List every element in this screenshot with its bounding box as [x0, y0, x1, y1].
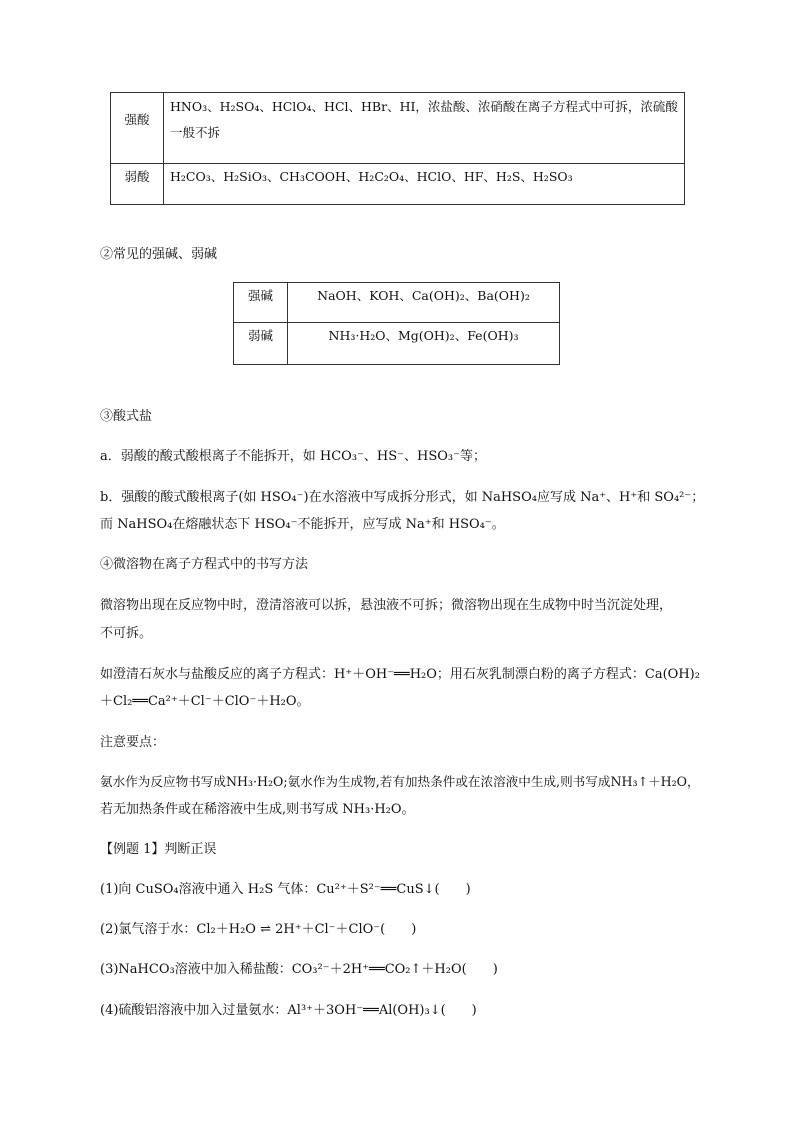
table-row — [234, 323, 560, 365]
section-title-acid-salts: ③酸式盐 — [100, 409, 153, 424]
table-row — [234, 283, 560, 323]
base-content-strong: NaOH、KOH、Ca(OH)₂、Ba(OH)₂ — [288, 283, 560, 323]
base-label-strong: 强碱 — [234, 283, 288, 323]
question-2: (2)氯气溶于水：Cl₂＋H₂O ⇌ 2H⁺＋Cl⁻＋ClO⁻( ) — [100, 922, 417, 937]
note-line2: 若无加热条件或在稀溶液中生成,则书写成 NH₃·H₂O。 — [100, 802, 415, 817]
acid-label-strong: 强酸 — [111, 93, 164, 164]
base-content-weak: NH₃·H₂O、Mg(OH)₂、Fe(OH)₃ — [288, 323, 560, 365]
question-4: (4)硫酸铝溶液中加入过量氨水：Al³⁺＋3OH⁻══Al(OH)₃↓( ) — [100, 1003, 477, 1018]
section-title-slightly-soluble: ④微溶物在离子方程式中的书写方法 — [100, 557, 309, 572]
acid-label-weak: 弱酸 — [111, 164, 164, 205]
acid-content-strong: HNO₃、H₂SO₄、HClO₄、HCl、HBr、HI，浓盐酸、浓硝酸在离子方程式中可拆，浓硫酸一般不拆 — [164, 93, 685, 164]
paragraph1-line1: 微溶物出现在反应物中时，澄清溶液可以拆，悬浊液不可拆；微溶物出现在生成物中时当沉淀处理， — [100, 598, 673, 613]
note-title: 注意要点： — [100, 735, 166, 750]
item-a: a．弱酸的酸式酸根离子不能拆开，如 HCO₃⁻、HS⁻、HSO₃⁻等； — [100, 449, 486, 464]
example-title: 【例题 1】判断正误 — [100, 842, 217, 857]
question-3: (3)NaHCO₃溶液中加入稀盐酸：CO₃²⁻＋2H⁺══CO₂↑＋H₂O( ) — [100, 962, 498, 977]
acid-content-weak: H₂CO₃、H₂SiO₃、CH₃COOH、H₂C₂O₄、HClO、HF、H₂S、H₂SO₃ — [164, 164, 685, 205]
item-b-line2: 而 NaHSO₄在熔融状态下 HSO₄⁻不能拆开，应写成 Na⁺和 HSO₄⁻。 — [100, 517, 505, 532]
paragraph2-line1: 如澄清石灰水与盐酸反应的离子方程式：H⁺＋OH⁻══H₂O；用石灰乳制漂白粉的离子方程式：Ca(OH)₂ — [100, 667, 700, 682]
table-row — [111, 164, 685, 205]
acid-table — [110, 92, 685, 205]
paragraph2-line2: ＋Cl₂══Ca²⁺＋Cl⁻＋ClO⁻＋H₂O。 — [100, 694, 310, 709]
paragraph1-line2: 不可拆。 — [100, 626, 153, 641]
base-label-weak: 弱碱 — [234, 323, 288, 365]
question-1: (1)向 CuSO₄溶液中通入 H₂S 气体：Cu²⁺＋S²⁻══CuS↓( ) — [100, 882, 471, 897]
section-title-bases: ②常见的强碱、弱碱 — [100, 247, 218, 262]
note-line1: 氨水作为反应物书写成NH₃·H₂O;氨水作为生成物,若有加热条件或在浓溶液中生成,则书写成NH₃↑＋H₂O， — [100, 774, 700, 789]
item-b-line1: b．强酸的酸式酸根离子(如 HSO₄⁻)在水溶液中写成拆分形式，如 NaHSO₄应写成 Na⁺、H⁺和 SO₄²⁻； — [100, 490, 705, 505]
table-row — [111, 93, 685, 164]
base-table — [233, 282, 560, 365]
